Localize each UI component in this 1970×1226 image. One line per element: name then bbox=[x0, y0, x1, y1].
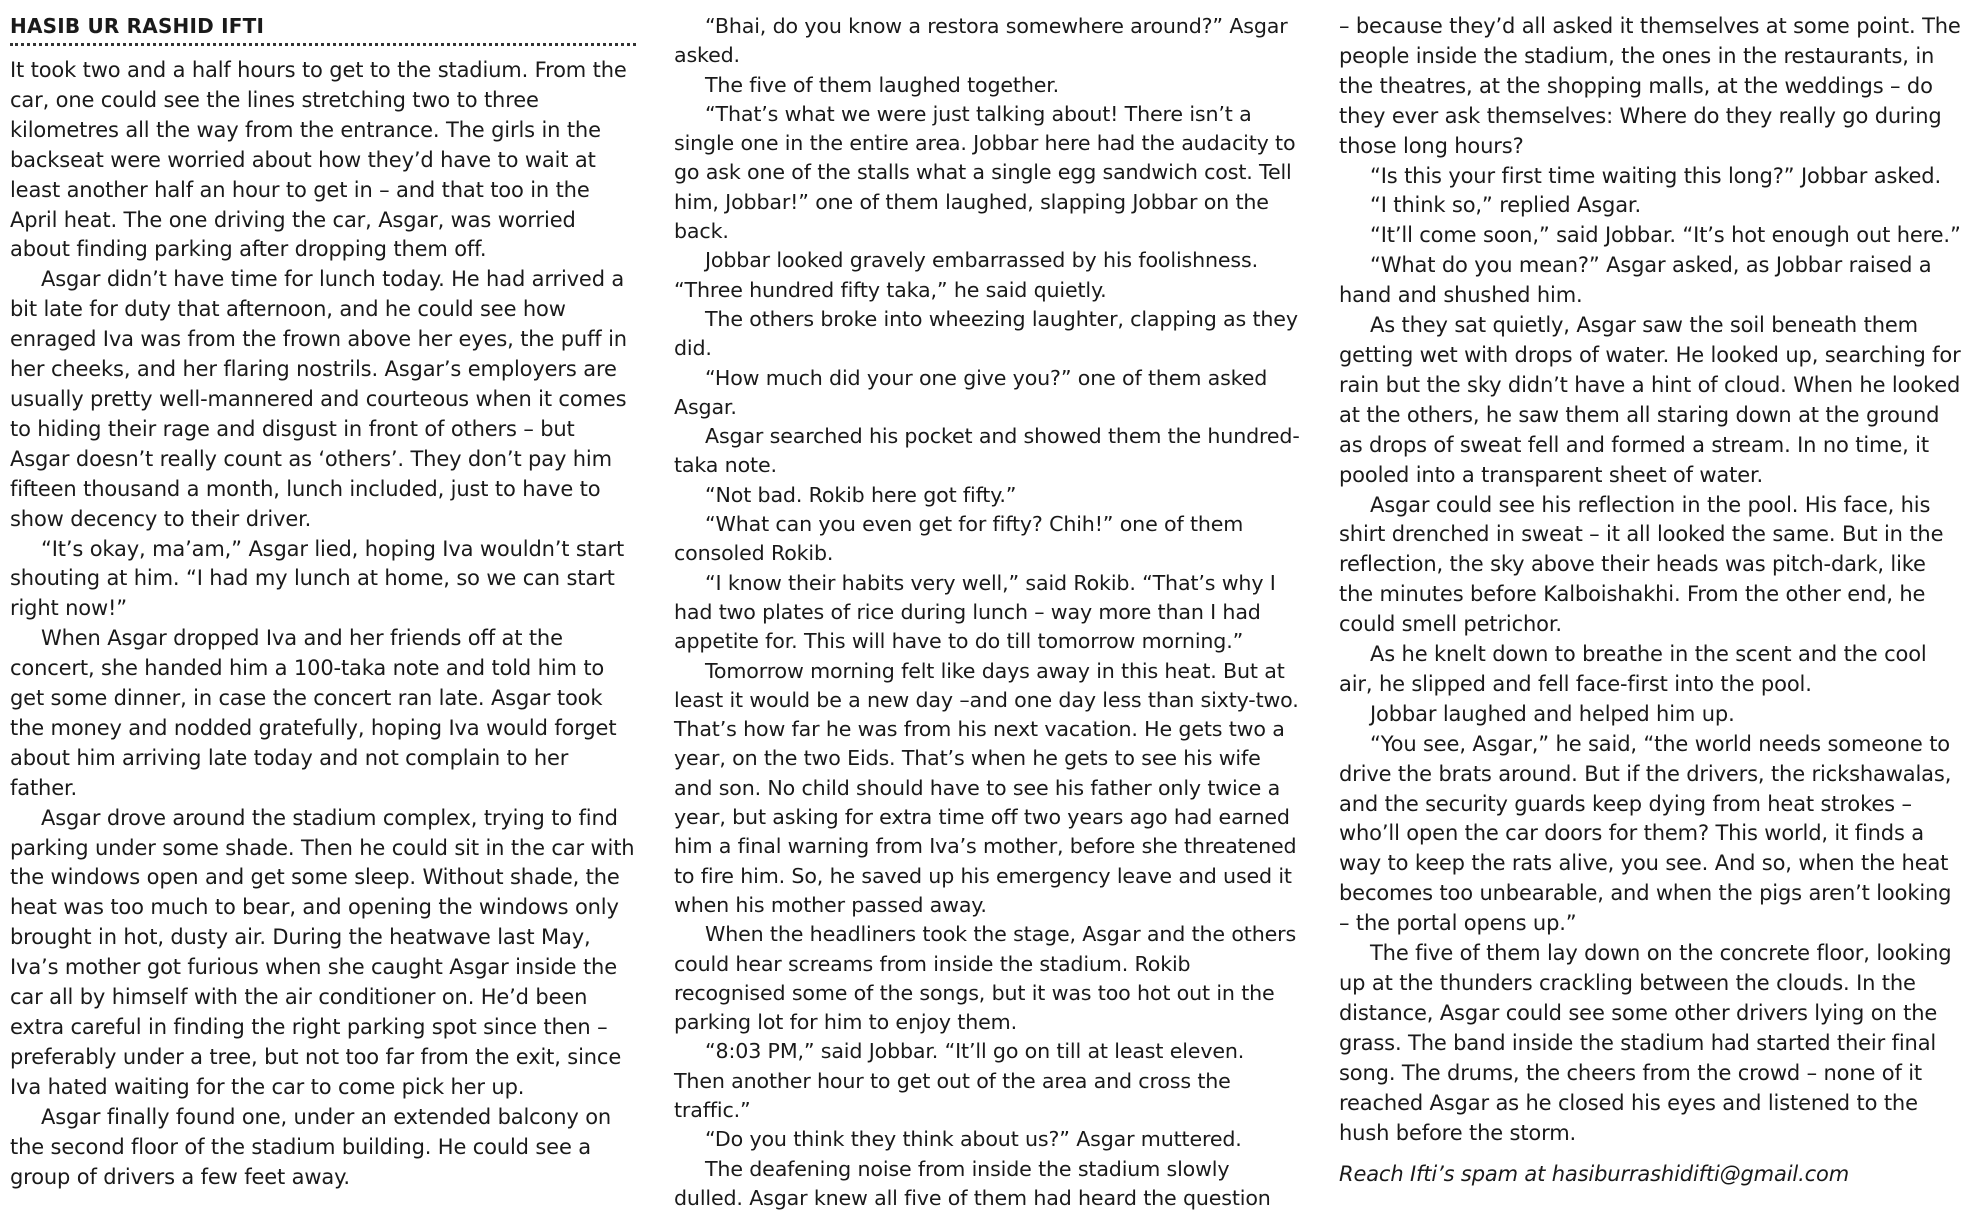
paragraph: “I know their habits very well,” said Rokib. “That’s why I had two plates of rice during lunch – way more than I had appetite for. This will have to do till tomorrow morning.” bbox=[674, 570, 1276, 654]
paragraph: When the headliners took the stage, Asgar and the others could hear screams from inside the stadium. Rokib recognised some of the songs, but it was too hot out in the parking lot for him to enjoy them. bbox=[674, 922, 1297, 1035]
paragraph: “What can you even get for fifty? Chih!” one of them consoled Rokib. bbox=[674, 512, 1244, 566]
paragraph: Asgar searched his pocket and showed them the hundred-taka note. bbox=[674, 424, 1300, 478]
paragraph: “Do you think they think about us?” Asgar muttered. bbox=[705, 1127, 1242, 1152]
article-column-1 bbox=[10, 12, 638, 1192]
paragraph: The five of them lay down on the concrete floor, looking up at the thunders crackling between the clouds. In the distance, Asgar could see some other drivers lying on the grass. The band inside the stadium had started their final song. The drums, the cheers from the crowd – none of it reached Asgar as he closed his eyes and listened to the hush before the storm. bbox=[1339, 941, 1952, 1145]
author-contact-signature: Reach Ifti’s spam at hasiburrashidifti@gmail.com bbox=[1339, 1162, 1849, 1187]
paragraph: “Bhai, do you know a restora somewhere around?” Asgar asked. bbox=[674, 14, 1288, 68]
paragraph: As they sat quietly, Asgar saw the soil beneath them getting wet with drops of water. He looked up, searching for rain but the sky didn’t have a hint of cloud. When he looked at the others, he saw them all staring down at the ground as drops of sweat fell and formed a stream. In no time, it pooled into a transparent sheet of water. bbox=[1339, 313, 1961, 487]
paragraph: “It’ll come soon,” said Jobbar. “It’s hot enough out here.” bbox=[1370, 223, 1961, 248]
paragraph: Jobbar looked gravely embarrassed by his foolishness. “Three hundred fifty taka,” he said quietly. bbox=[674, 248, 1258, 302]
paragraph: Asgar finally found one, under an extended balcony on the second floor of the stadium building. He could see a group of drivers a few feet away. bbox=[10, 1104, 612, 1189]
paragraph: “That’s what we were just talking about! There isn’t a single one in the entire area. Jobbar here had the audacity to go ask one of the stalls what a single egg sandwich cost. Tell him, Jobbar!” one of them laughed, slapping Jobbar on the back. bbox=[674, 101, 1296, 244]
paragraph: “8:03 PM,” said Jobbar. “It’ll go on till at least eleven. Then another hour to get out of the area and cross the traffic.” bbox=[674, 1039, 1245, 1122]
paragraph: As he knelt down to breathe in the scent and the cool air, he slipped and fell face-first into the pool. bbox=[1339, 642, 1927, 696]
paragraph: Tomorrow morning felt like days away in this heat. But at least it would be a new day –and one day less than sixty-two. That’s how far he was from his next vacation. He gets two a year, on the two Eids. That’s when he gets to see his wife and son. No child should have to see his father only twice a year, but asking for extra time off two years ago had earned him a final warning from Iva’s mother, before she threatened to fire him. So, he saved up his emergency leave and used it when his mother passed away. bbox=[674, 658, 1299, 917]
article-column-3 bbox=[1339, 12, 1963, 1190]
paragraph: The deafening noise from inside the stadium slowly dulled. Asgar knew all five of them had heard the question bbox=[674, 1156, 1271, 1210]
paragraph: “It’s okay, ma’am,” Asgar lied, hoping Iva wouldn’t start shouting at him. “I had my lunch at home, so we can start right now!” bbox=[10, 536, 625, 621]
paragraph: Jobbar laughed and helped him up. bbox=[1370, 701, 1735, 726]
paragraph: “You see, Asgar,” he said, “the world needs someone to drive the brats around. But if the drivers, the rickshawalas, and the security guards keep dying from heat strokes – who’ll open the car doors for them? This world, it finds a way to keep the rats alive, you see. And so, when the heat becomes too unbearable, and when the pigs aren’t looking – the portal opens up.” bbox=[1339, 731, 1952, 936]
paragraph: It took two and a half hours to get to the stadium. From the car, one could see the lines stretching two to three kilometres all the way from the entrance. The girls in the backseat were worried about how they’d have to wait at least another half an hour to get in – and that too in the April heat. The one driving the car, Asgar, was worried about finding parking after dropping them off. bbox=[10, 58, 627, 262]
paragraph: “I think so,” replied Asgar. bbox=[1370, 193, 1641, 218]
paragraph: Asgar didn’t have time for lunch today. He had arrived a bit late for duty that afternoon, and he could see how enraged Iva was from the frown above her eyes, the puff in her cheeks, and her flaring nostrils. Asgar’s employers are usually pretty well-mannered and courteous when it comes to hiding their rage and disgust in front of others – but Asgar doesn’t really count as ‘others’. They don’t pay him fifteen thousand a month, lunch included, just to have to show decency to their driver. bbox=[10, 267, 627, 531]
paragraph: The others broke into wheezing laughter, clapping as they did. bbox=[674, 306, 1298, 361]
paragraph: Asgar drove around the stadium complex, trying to find parking under some shade. Then he could sit in the car with the windows open and get some sleep. Without shade, the heat was too much to bear, and opening the windows only brought in hot, dusty air. During the heatwave last May, Iva’s mother got furious when she caught Asgar inside the car all by himself with the air conditioner on. He’d been extra careful in finding the right parking spot since then – preferably under a tree, but not too far from the exit, since Iva hated waiting for the car to come pick her up. bbox=[10, 805, 635, 1099]
paragraph: – because they’d all asked it themselves at some point. The people inside the stadium, the ones in the restaurants, in the theatres, at the shopping malls, at the weddings – do they ever ask themselves: Where do they really go during those long hours? bbox=[1339, 14, 1961, 158]
paragraph: Asgar could see his reflection in the pool. His face, his shirt drenched in sweat – it all looked the same. But in the reflection, the sky above their heads was pitch-dark, like the minutes before Kalboishakhi. From the other end, he could smell petrichor. bbox=[1339, 492, 1944, 637]
paragraph: “What do you mean?” Asgar asked, as Jobbar raised a hand and shushed him. bbox=[1339, 253, 1932, 308]
paragraph: When Asgar dropped Iva and her friends off at the concert, she handed him a 100-taka note and told him to get some dinner, in case the concert ran late. Asgar took the money and nodded gratefully, hoping Iva would forget about him arriving late today and not complain to her father. bbox=[10, 626, 617, 800]
author-byline: HASIB UR RASHID IFTI bbox=[10, 12, 636, 46]
paragraph: “How much did your one give you?” one of them asked Asgar. bbox=[674, 365, 1268, 419]
paragraph: The five of them laughed together. bbox=[705, 72, 1060, 97]
article-column-2 bbox=[674, 12, 1300, 1213]
paragraph: “Not bad. Rokib here got fifty.” bbox=[705, 482, 1017, 507]
paragraph: “Is this your first time waiting this long?” Jobbar asked. bbox=[1370, 163, 1942, 188]
